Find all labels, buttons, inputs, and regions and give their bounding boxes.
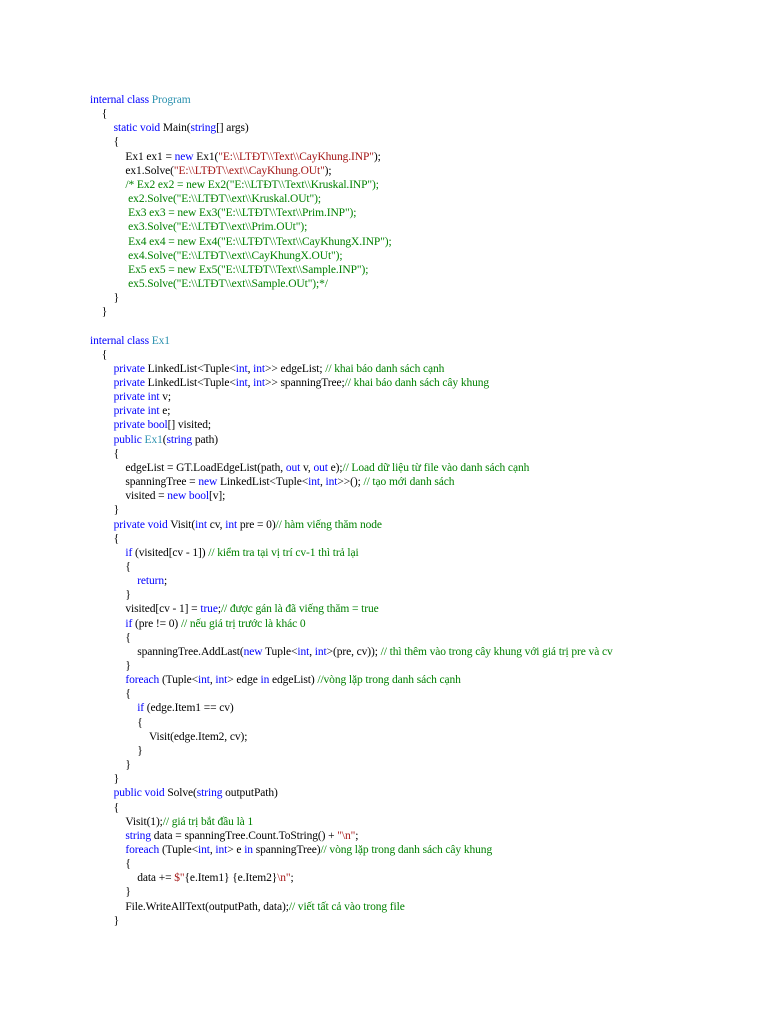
code-token: private int	[113, 391, 163, 404]
code-token: private bool	[113, 419, 168, 432]
code-line	[114, 448, 119, 461]
code-line	[114, 915, 119, 928]
code-token: int	[215, 843, 228, 856]
code-token: Ex3 ex3 = new Ex3("E:\\LTĐT\\Text\\Prim.INP");	[125, 207, 357, 220]
code-token: int	[253, 377, 266, 389]
code-line	[137, 745, 142, 758]
code-line	[114, 419, 211, 432]
code-token: {	[137, 716, 143, 729]
code-line	[125, 858, 130, 871]
code-token: >> spanningTree;	[265, 377, 345, 389]
code-token: ,	[209, 674, 216, 687]
code-token: ex1.Solve(	[125, 164, 174, 177]
code-token: visited =	[125, 490, 168, 503]
code-token: ;	[355, 829, 359, 842]
code-token: new	[174, 150, 197, 163]
code-line	[114, 122, 249, 135]
code-token: in	[260, 674, 273, 687]
code-token: int	[253, 362, 266, 375]
code-token: (pre != 0)	[135, 617, 181, 630]
code-line	[125, 759, 130, 772]
code-token: true	[200, 603, 218, 616]
code-token: int	[308, 476, 320, 489]
code-token: ;	[290, 872, 294, 885]
code-line	[125, 561, 130, 574]
code-token: if	[125, 617, 135, 630]
code-line	[125, 547, 358, 560]
code-token: >(pre, cv));	[326, 645, 381, 658]
code-token: "\n"	[337, 829, 356, 842]
code-token: (Tuple<	[161, 843, 198, 856]
code-token: (Tuple<	[161, 674, 198, 687]
code-token: int	[195, 518, 210, 531]
code-token: public void	[113, 787, 168, 800]
code-token: int	[235, 362, 248, 375]
code-token: {	[101, 348, 108, 361]
code-token: private	[113, 362, 148, 375]
code-token: ex4.Solve("E:\\LTĐT\\ext\\CayKhungX.OUt");	[125, 249, 343, 262]
code-line	[125, 688, 130, 701]
code-line	[137, 872, 293, 885]
code-token: $"	[174, 872, 185, 885]
code-token: ex2.Solve("E:\\LTĐT\\ext\\Kruskal.OUt");	[125, 193, 321, 206]
code-token: out	[313, 461, 331, 474]
code-token: // được gán là đã viếng thăm = true	[220, 603, 379, 616]
code-line	[125, 236, 391, 249]
code-token: // hàm viếng thăm node	[275, 518, 382, 531]
code-token: /* Ex2 ex2 = new Ex2("E:\\LTĐT\\Text\\Kruskal.INP");	[125, 178, 379, 191]
code-token: }	[101, 306, 108, 319]
code-token: ,	[247, 362, 254, 375]
code-token: File.WriteAllText(outputPath, data);	[125, 900, 289, 913]
code-token: }	[113, 292, 120, 305]
code-token: Program	[151, 94, 191, 106]
code-token: string	[196, 787, 226, 800]
code-token: {	[125, 631, 131, 644]
code-token: LinkedList<Tuple<	[219, 476, 309, 489]
code-token: int	[225, 518, 240, 531]
code-token: private void	[113, 518, 171, 531]
code-token: Ex1 ex1 =	[125, 150, 175, 163]
code-token: edgeList)	[272, 674, 318, 687]
code-token: Visit(edge.Item2, cv);	[149, 730, 248, 743]
code-line	[114, 802, 119, 815]
code-token: Tuple<	[265, 645, 298, 658]
code-line	[137, 717, 142, 730]
code-token: }	[113, 504, 120, 517]
code-line	[125, 278, 327, 291]
code-token: >>();	[337, 476, 364, 489]
code-token: ex5.Solve("E:\\LTĐT\\ext\\Sample.OUt");*/	[125, 277, 328, 290]
code-token: int	[215, 674, 228, 687]
code-line	[114, 377, 490, 390]
code-line	[125, 816, 253, 829]
code-line	[125, 165, 331, 178]
code-line	[102, 108, 107, 121]
code-token: edgeList = GT.LoadEdgeList(path,	[125, 461, 286, 474]
code-token: // khai báo danh sách cạnh	[325, 362, 445, 375]
code-token: string	[125, 829, 154, 842]
code-token: int	[198, 843, 210, 856]
code-line	[125, 844, 492, 857]
code-token: ,	[209, 843, 216, 856]
code-line	[125, 674, 460, 687]
code-token: // kiểm tra tại vị trí cv-1 thì trả lại	[208, 546, 359, 559]
code-line	[125, 618, 305, 631]
code-token: spanningTree =	[125, 476, 199, 489]
code-token: new	[243, 645, 266, 658]
code-token: // tạo mới danh sách	[363, 476, 455, 489]
code-token: {e.Item1} {e.Item2}	[184, 872, 278, 885]
code-token: spanningTree)	[255, 843, 321, 856]
code-line	[125, 179, 378, 192]
code-token: return	[137, 575, 165, 588]
code-token: "E:\\LTĐT\\ext\\CayKhung.OUt"	[173, 164, 325, 177]
code-token: e);	[330, 461, 343, 474]
code-token: v,	[302, 461, 314, 474]
code-token: int	[198, 674, 210, 687]
code-token: pre = 0)	[239, 518, 276, 531]
code-token: Visit(1);	[125, 815, 163, 828]
code-token: Ex5 ex5 = new Ex5("E:\\LTĐT\\Text\\Sample.INP");	[125, 263, 369, 276]
code-line	[114, 292, 119, 305]
code-token: (	[162, 433, 167, 446]
code-token: }	[113, 773, 120, 786]
code-line	[114, 504, 119, 517]
code-line	[90, 335, 170, 348]
code-line	[125, 490, 225, 503]
code-token: {	[125, 688, 131, 701]
code-token: foreach	[125, 674, 162, 687]
code-token: {	[101, 108, 108, 121]
code-line	[114, 363, 445, 376]
code-line	[125, 264, 368, 277]
code-token: private int	[113, 405, 163, 418]
code-token: if	[125, 546, 135, 559]
code-token: [] visited;	[167, 419, 211, 432]
code-token: Ex1	[151, 334, 170, 347]
code-line	[149, 731, 247, 744]
code-line	[114, 787, 278, 800]
code-token: [] args)	[216, 122, 249, 135]
code-token: >> edgeList;	[265, 362, 326, 375]
code-token: }	[125, 759, 131, 772]
code-token: // viết tất cả vào trong file	[288, 900, 405, 913]
code-token: {	[113, 447, 120, 460]
code-token: e;	[162, 405, 171, 418]
code-line	[114, 519, 382, 532]
code-line	[125, 632, 130, 645]
code-token: > e	[227, 843, 245, 856]
code-token: new	[198, 476, 220, 489]
code-token: out	[285, 461, 303, 474]
code-line	[125, 830, 358, 843]
code-token: // nếu giá trị trước là khác 0	[180, 617, 306, 630]
code-line	[125, 660, 130, 673]
code-token: int	[297, 645, 310, 658]
code-line	[114, 773, 119, 786]
code-token: Ex1(	[196, 150, 219, 163]
code-token: internal class	[90, 334, 152, 347]
code-token: int	[325, 476, 338, 489]
code-token: foreach	[125, 843, 162, 856]
code-token: LinkedList<Tuple<	[147, 377, 236, 389]
code-token: );	[324, 164, 332, 177]
code-token: int	[314, 645, 327, 658]
code-line	[137, 646, 612, 659]
code-token: // vòng lặp trong danh sách cây khung	[320, 843, 493, 856]
code-token: {	[113, 136, 120, 149]
code-line	[125, 151, 380, 164]
code-token: data = spanningTree.Count.ToString() +	[153, 829, 338, 842]
code-token: Ex1	[144, 433, 163, 446]
code-token: }	[125, 660, 131, 672]
code-token: ,	[309, 645, 315, 658]
code-token: string	[190, 122, 217, 135]
code-line	[114, 136, 119, 149]
code-token: LinkedList<Tuple<	[147, 362, 236, 375]
code-line	[125, 221, 307, 234]
code-token: //vòng lặp trong danh sách cạnh	[317, 674, 461, 687]
code-line	[137, 702, 233, 715]
code-token: {	[113, 801, 120, 814]
code-token: (edge.Item1 == cv)	[146, 702, 234, 715]
code-token: }	[125, 589, 131, 602]
code-token: Solve(	[167, 787, 197, 800]
code-token: ,	[319, 476, 326, 489]
code-line	[114, 533, 119, 546]
code-token: ;	[217, 603, 221, 616]
code-token: ,	[247, 377, 254, 389]
code-token: Ex4 ex4 = new Ex4("E:\\LTĐT\\Text\\CayKhungX.INP");	[125, 235, 392, 248]
code-token: private	[113, 377, 148, 389]
code-line	[125, 250, 342, 263]
code-line	[125, 476, 454, 489]
code-token: (visited[cv - 1])	[135, 546, 209, 559]
code-line	[125, 462, 529, 475]
code-token: // thì thêm vào trong cây khung với giá trị pre và cv	[380, 645, 613, 658]
code-token: new bool	[167, 490, 209, 503]
code-line	[125, 193, 321, 206]
code-token: // Load dữ liệu từ file vào danh sách cạnh	[342, 461, 530, 474]
code-token: // khai báo danh sách cây khung	[344, 377, 490, 389]
code-line	[125, 207, 356, 220]
code-token: // giá trị bắt đầu là 1	[162, 815, 254, 828]
code-token: Main(	[162, 122, 191, 135]
code-token: "E:\\LTĐT\\Text\\CayKhung.INP"	[218, 150, 374, 163]
code-token: string	[166, 433, 195, 446]
code-token: outputPath)	[225, 787, 278, 800]
code-token: internal class	[90, 94, 152, 106]
code-line	[125, 901, 404, 914]
code-token: {	[125, 560, 131, 573]
code-token: public	[113, 433, 145, 446]
code-line	[125, 603, 378, 616]
code-token: {	[113, 532, 120, 545]
code-token: {	[125, 858, 131, 871]
code-token: in	[244, 843, 256, 856]
code-line	[137, 575, 167, 588]
code-line	[114, 405, 171, 418]
code-line	[102, 306, 107, 319]
code-token: ex3.Solve("E:\\LTĐT\\ext\\Prim.OUt");	[125, 221, 308, 234]
code-token: }	[113, 914, 120, 927]
code-token: cv,	[209, 518, 226, 531]
code-token: spanningTree.AddLast(	[137, 645, 244, 658]
code-line	[125, 886, 130, 899]
code-line	[90, 94, 191, 107]
code-token: if	[137, 702, 147, 715]
code-line	[114, 391, 171, 404]
code-token: path)	[194, 433, 218, 446]
code-token: v;	[162, 391, 171, 404]
code-token: }	[137, 744, 143, 757]
code-token: ;	[164, 575, 168, 588]
code-line	[125, 589, 130, 602]
code-token: Visit(	[170, 518, 196, 531]
code-token: > edge	[227, 674, 261, 687]
code-token: static void	[113, 122, 163, 135]
code-token: }	[125, 886, 131, 899]
code-token: \n"	[277, 872, 291, 885]
code-token: [v];	[208, 490, 226, 503]
code-token: );	[373, 150, 381, 163]
code-line	[114, 434, 218, 447]
code-token: data +=	[137, 872, 175, 885]
code-line	[102, 349, 107, 362]
code-token: int	[235, 377, 248, 389]
code-token: visited[cv - 1] =	[125, 603, 201, 616]
